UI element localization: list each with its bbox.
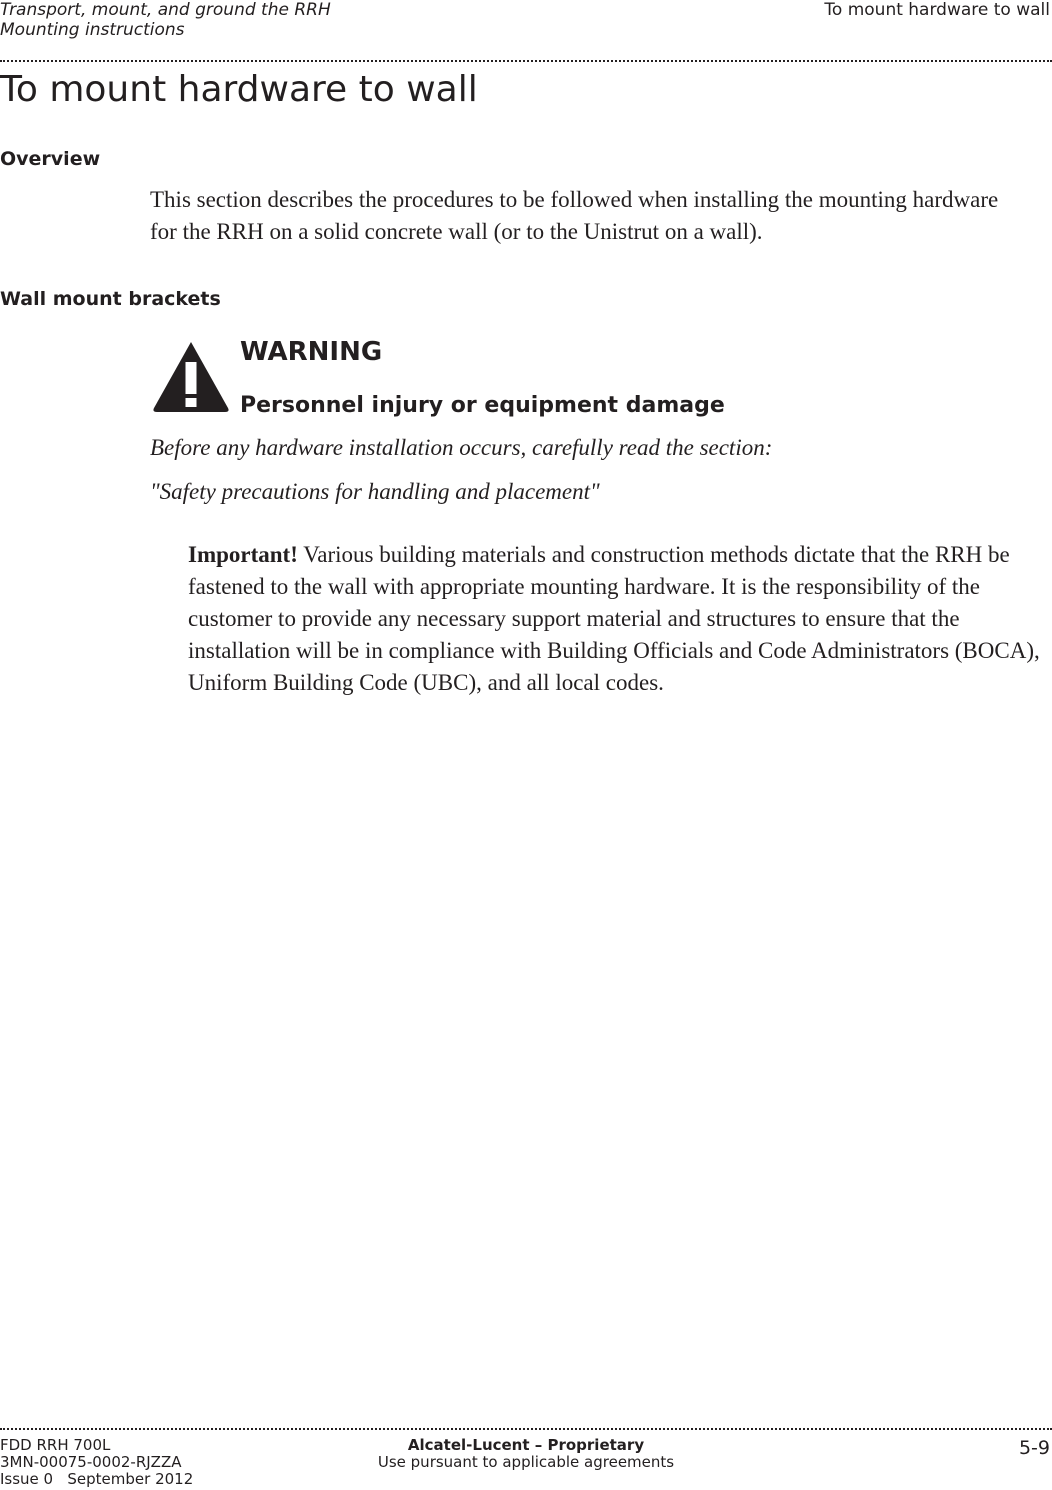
warning-label: WARNING <box>240 337 383 367</box>
warning-subtitle: Personnel injury or equipment damage <box>240 393 725 418</box>
header-divider <box>0 60 1052 62</box>
footer-proprietary: Alcatel-Lucent – Proprietary <box>407 1436 645 1454</box>
footer-center <box>0 1437 1052 1471</box>
running-header-left <box>0 0 331 40</box>
important-label: Important! <box>188 542 298 567</box>
overview-heading: Overview <box>0 148 101 170</box>
footer-usage: Use pursuant to applicable agreements <box>377 1453 675 1471</box>
important-text: Various building materials and construction methods dictate that the RRH be fastened to the wall with appropriate mounting hardware. It is the responsibility of the customer to provide any necessary support material and structures to ensure that the installation will be in compliance with Building Officials and Code Administrators (BOCA), Uniform Building Code (UBC), and all local codes. <box>188 542 1040 695</box>
header-chapter: Transport, mount, and ground the RRH <box>0 0 331 20</box>
overview-text: This section describes the procedures to be followed when installing the mounting hardware for the RRH on a solid concrete wall (or to the Unistrut on a wall). <box>150 187 999 244</box>
header-section: Mounting instructions <box>0 20 185 40</box>
warning-icon <box>150 338 232 414</box>
warning-text-1: Before any hardware installation occurs, carefully read the section: <box>150 435 773 460</box>
warning-text-2: "Safety precautions for handling and placement" <box>150 479 600 504</box>
footer-divider <box>0 1428 1052 1430</box>
page-number: 5-9 <box>1018 1437 1050 1459</box>
footer-issue: Issue 0 September 2012 <box>0 1470 194 1488</box>
wall-mount-heading: Wall mount brackets <box>0 288 221 310</box>
page-title: To mount hardware to wall <box>0 69 478 110</box>
header-topic: To mount hardware to wall <box>824 0 1050 20</box>
important-note <box>188 539 1052 699</box>
footer-doc-number: 3MN-00075-0002-RJZZA <box>0 1453 182 1471</box>
footer-product: FDD RRH 700L <box>0 1436 111 1454</box>
